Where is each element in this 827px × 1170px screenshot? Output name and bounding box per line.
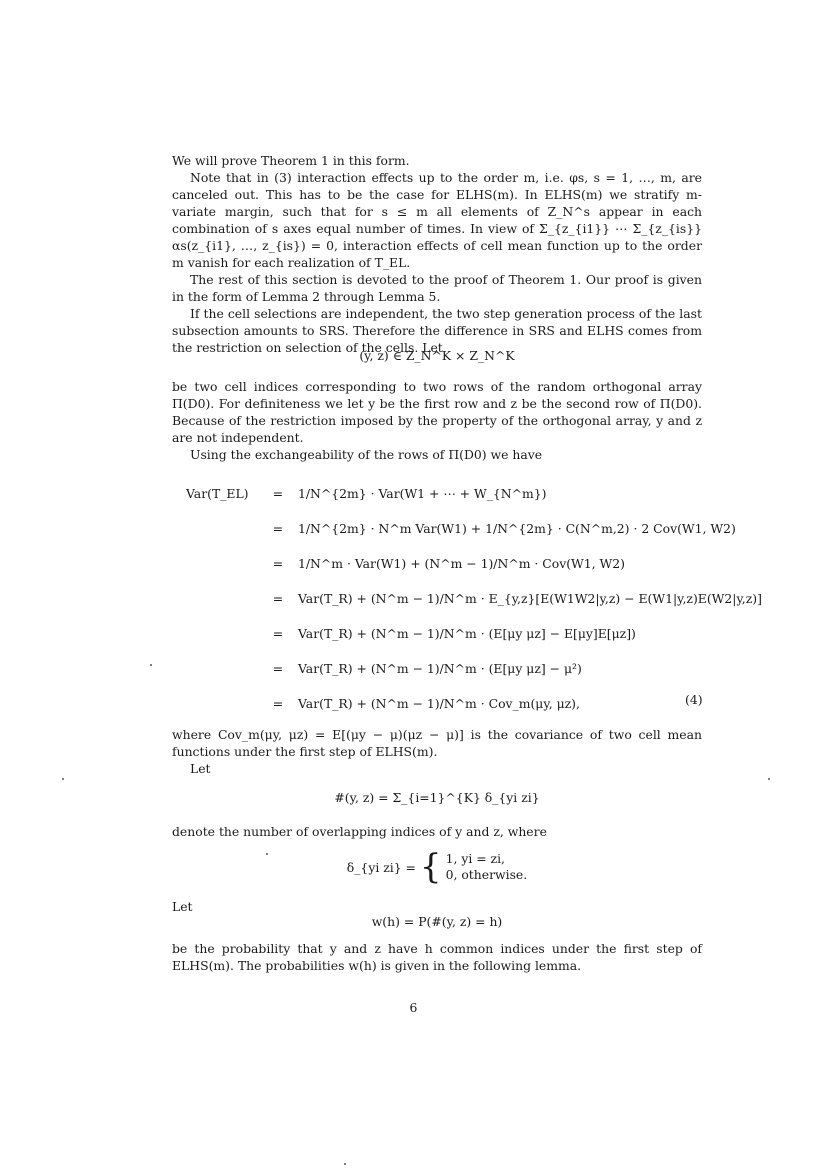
variance-row bbox=[186, 476, 688, 511]
variance-lhs: Var(T_EL) bbox=[186, 486, 249, 501]
variance-rhs: Var(T_R) + (N^m − 1)/N^m · (E[μy μz] − E[μy]E[μz]) bbox=[298, 626, 636, 641]
variance-row bbox=[186, 651, 688, 686]
variance-rhs: Var(T_R) + (N^m − 1)/N^m · (E[μy μz] − μ²) bbox=[298, 661, 582, 676]
variance-rhs: 1/N^m · Var(W1) + (N^m − 1)/N^m · Cov(W1, W2) bbox=[298, 556, 625, 571]
scan-speck bbox=[344, 1163, 346, 1165]
variance-row bbox=[186, 511, 736, 546]
equals-sign: = bbox=[272, 486, 284, 501]
let-label: Let bbox=[190, 761, 211, 776]
equation-cell-pair: (y, z) ∈ Z_N^K × Z_N^K bbox=[359, 348, 515, 363]
paragraph-interaction-effects: Note that in (3) interaction effects up to the order m, i.e. φs, s = 1, …, m, are canceled out. This has to be the case for ELHS(m). In ELHS(m) we stratify m-variate margin, such that for s ≤ m all elements of Z_N^s appear in each combination of s axes equal number of times. In view of Σ_{z_{i1}} ⋯ Σ_{z_{is}} αs(z_{i1}, …, z_{is}) = 0, interaction effects of cell mean function up to the order m vanish for each realization of T_EL. bbox=[172, 170, 702, 270]
delta-lhs: δ_{yi zi} = bbox=[346, 859, 416, 875]
equals-sign: = bbox=[272, 556, 284, 571]
equals-sign: = bbox=[272, 521, 284, 536]
equation-w: w(h) = P(#(y, z) = h) bbox=[371, 914, 503, 929]
scan-speck bbox=[150, 664, 152, 666]
paragraph-cell-indices: be two cell indices corresponding to two rows of the random orthogonal array Π(D0). For definiteness we let y be the first row and z be the second row of Π(D0). Because of the restriction imposed by the property of the orthogonal array, y and z are not independent. bbox=[172, 379, 702, 445]
paragraph-cell-selection: If the cell selections are independent, the two step generation process of the last subsection amounts to SRS. Therefore the difference in SRS and ELHS comes from the restriction on selection of the cells. Let bbox=[172, 306, 702, 355]
variance-rhs: Var(T_R) + (N^m − 1)/N^m · E_{y,z}[E(W1W2|y,z) − E(W1|y,z)E(W2|y,z)] bbox=[298, 591, 762, 606]
paragraph-exchangeability: Using the exchangeability of the rows of Π(D0) we have bbox=[190, 447, 543, 462]
let-label: Let bbox=[172, 899, 193, 914]
equals-sign: = bbox=[272, 591, 284, 606]
body-text-denote bbox=[172, 823, 702, 840]
paragraph-probability: be the probability that y and z have h common indices under the first step of ELHS(m). The probabilities w(h) is given in the following lemma. bbox=[172, 941, 702, 973]
variance-row bbox=[186, 616, 688, 651]
equals-sign: = bbox=[272, 626, 284, 641]
equals-sign: = bbox=[272, 661, 284, 676]
body-text-middle bbox=[172, 378, 702, 463]
scan-speck bbox=[62, 778, 64, 780]
body-text-bottom bbox=[172, 940, 702, 974]
variance-derivation bbox=[186, 476, 762, 721]
variance-row bbox=[186, 581, 762, 616]
delta-case-two: 0, otherwise. bbox=[445, 867, 528, 882]
paragraph-covariance-def: where Cov_m(μy, μz) = E[(μy − μ)(μz − μ)] is the covariance of two cell mean functions under the first step of ELHS(m). bbox=[172, 727, 702, 759]
paragraph-overlap: denote the number of overlapping indices of y and z, where bbox=[172, 824, 547, 839]
body-text-where bbox=[172, 726, 702, 777]
paragraph-proof-outline: The rest of this section is devoted to the proof of Theorem 1. Our proof is given in the form of Lemma 2 through Lemma 5. bbox=[172, 272, 702, 304]
equation-overlap-count: #(y, z) = Σ_{i=1}^{K} δ_{yi zi} bbox=[334, 790, 540, 805]
page-number: 6 bbox=[409, 1000, 418, 1015]
scan-speck bbox=[266, 853, 268, 855]
delta-definition bbox=[346, 847, 528, 887]
variance-rhs: 1/N^{2m} · Var(W1 + ⋯ + W_{N^m}) bbox=[298, 486, 547, 501]
variance-row bbox=[186, 686, 688, 721]
body-text-top bbox=[172, 152, 702, 356]
scan-speck bbox=[768, 778, 770, 780]
variance-row bbox=[186, 546, 688, 581]
left-brace: { bbox=[419, 847, 442, 887]
equation-number: (4) bbox=[685, 692, 703, 707]
delta-case-one: 1, yi = zi, bbox=[445, 851, 505, 866]
equation-delta bbox=[172, 847, 702, 887]
variance-rhs: Var(T_R) + (N^m − 1)/N^m · Cov_m(μy, μz), bbox=[298, 696, 580, 711]
equals-sign: = bbox=[272, 696, 284, 711]
body-text-let bbox=[172, 898, 702, 915]
intro-sentence: We will prove Theorem 1 in this form. bbox=[172, 153, 410, 168]
variance-rhs: 1/N^{2m} · N^m Var(W1) + 1/N^{2m} · C(N^m,2) · 2 Cov(W1, W2) bbox=[298, 521, 736, 536]
